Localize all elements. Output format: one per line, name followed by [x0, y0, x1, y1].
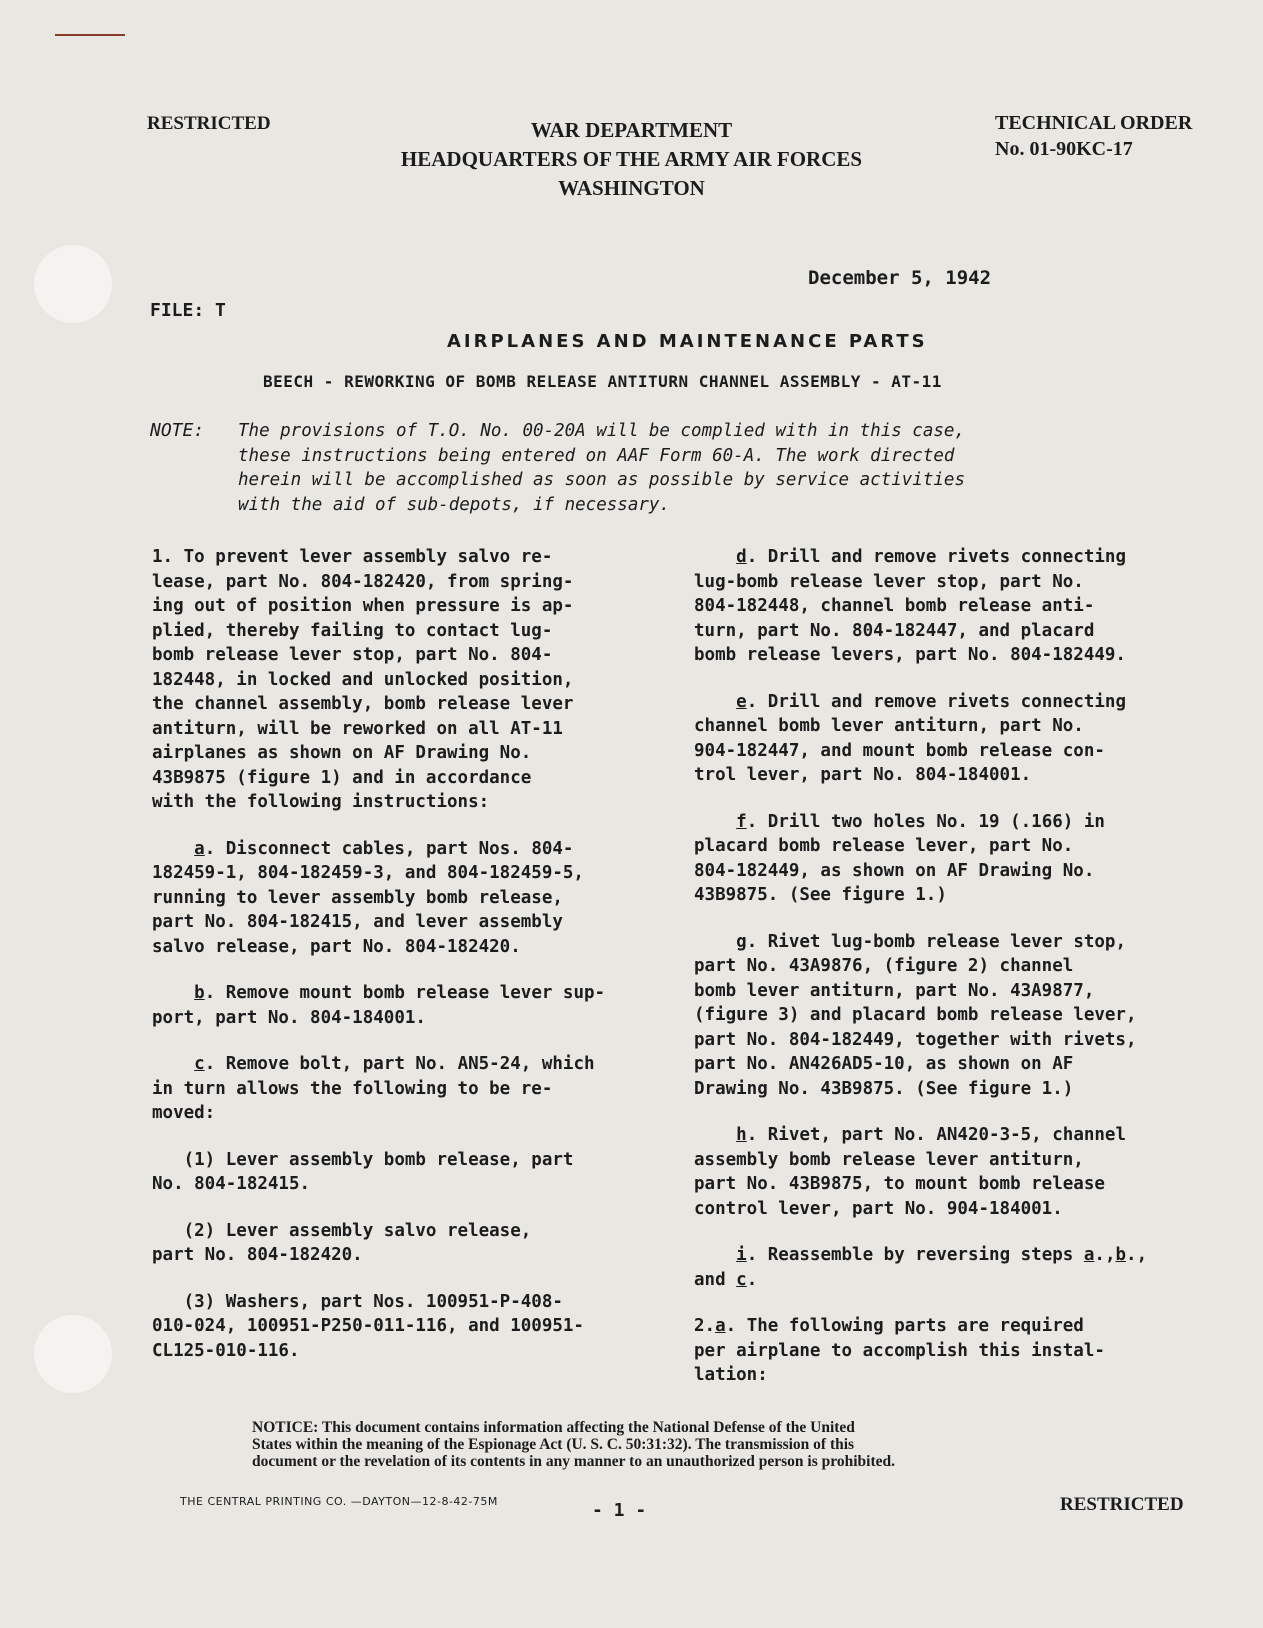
step-g-text: . Rivet lug-bomb release lever stop, part No. 43A9876, (figure 2) channel bomb lever antiturn, part No. 43A9877, (figure 3) and placard bomb release lever, part No. 804-182449, together with rivets, part No. AN426AD5-10, as shown on AF Drawing No. 43B9875. (See figure 1.) — [694, 931, 1137, 1099]
step-i-label: i — [736, 1245, 747, 1265]
technical-order-number: No. 01-90KC-17 — [995, 138, 1133, 160]
step-c-3: (3) Washers, part Nos. 100951-P-408- 010-024, 100951-P250-011-116, and 100951- CL125-010-116. — [152, 1291, 584, 1361]
step-f — [694, 810, 1184, 908]
step-c-label: c — [194, 1054, 205, 1074]
step-i-ref-c: c — [736, 1269, 747, 1290]
subject-heading: AIRPLANES AND MAINTENANCE PARTS — [447, 331, 928, 352]
step-e-label: e — [736, 691, 747, 712]
step-a-text: . Disconnect cables, part Nos. 804- 182459-1, 804-182459-3, and 804-182459-5, running to lever assembly bomb release, part No. 804-182415, and lever assembly salvo release, part No. 804-182420. — [152, 838, 584, 957]
step-b — [152, 981, 642, 1030]
department-title-1: WAR DEPARTMENT — [530, 118, 733, 142]
edge-mark — [55, 34, 125, 36]
paragraph-2-prefix: 2. — [694, 1316, 716, 1336]
department-title-3: WASHINGTON — [558, 176, 705, 200]
step-g-label: g — [736, 931, 747, 952]
note-label: NOTE: — [150, 420, 205, 441]
paragraph-2a-label: a — [715, 1316, 726, 1336]
step-e-text: . Drill and remove rivets connecting channel bomb lever antiturn, part No. 904-182447, and mount bomb release con- trol lever, part No. 804-184001. — [694, 691, 1126, 785]
technical-order-label: TECHNICAL ORDER — [995, 112, 1193, 134]
paragraph-2a — [694, 1314, 1184, 1388]
step-i — [694, 1243, 1184, 1292]
step-i-sep-2: ., and — [694, 1245, 1148, 1290]
document-date: December 5, 1942 — [808, 267, 992, 289]
restricted-top-label: RESTRICTED — [147, 113, 271, 134]
step-h-label: h — [736, 1125, 747, 1145]
note-text: The provisions of T.O. No. 00-20A will be complied with in this case, these instructions being entered on AAF Form 60-A. The work directed herein will be accomplished as soon as possible by service activities with the aid of sub-depots, if necessary. — [238, 421, 965, 515]
step-e — [694, 690, 1184, 788]
step-f-label: f — [736, 811, 747, 832]
espionage-notice: NOTICE: This document contains information affecting the National Defense of the United States within the meaning of the Espionage Act (U. S. C. 50:31:32). The transmission of this document or the revelation of its contents in any manner to an unauthorized person is prohibited. — [252, 1419, 896, 1470]
restricted-bottom-label: RESTRICTED — [1060, 1494, 1184, 1515]
step-i-sep-1: ., — [1094, 1245, 1116, 1265]
step-b-label: b — [194, 983, 205, 1003]
paragraph-1: 1. To prevent lever assembly salvo re- lease, part No. 804-182420, from spring- ing out of position when pressure is ap- plied, thereby failing to contact lug- bomb release lever stop, part No. 804- 182448, in locked and unlocked position, the channel assembly, bomb release lever antiturn, will be reworked on all AT-11 airplanes as shown on AF Drawing No. 43B9875 (figure 1) and in accordance with the following instructions: — [152, 547, 574, 812]
step-i-ref-b: b — [1115, 1245, 1127, 1265]
paragraph-2a-text: . The following parts are required per airplane to accomplish this instal- lation: — [694, 1316, 1105, 1385]
step-c-2: (2) Lever assembly salvo release, part No. 804-182420. — [152, 1220, 532, 1265]
step-d — [694, 545, 1184, 668]
printer-imprint: THE CENTRAL PRINTING CO. —DAYTON—12-8-42-75M — [180, 1495, 498, 1508]
step-i-end: . — [746, 1269, 758, 1290]
right-column — [694, 545, 1184, 1410]
step-h — [694, 1123, 1184, 1221]
left-column — [152, 545, 642, 1385]
step-b-text: . Remove mount bomb release lever sup- port, part No. 804-184001. — [152, 983, 606, 1028]
step-h-text: . Rivet, part No. AN420-3-5, channel assembly bomb release lever antiturn, part No. 43B9875, to mount bomb release control lever, part No. 904-184001. — [694, 1125, 1126, 1219]
department-title-2: HEADQUARTERS OF THE ARMY AIR FORCES — [400, 147, 863, 171]
punch-hole — [34, 1315, 112, 1393]
step-a-label: a — [194, 838, 205, 859]
step-c-text: . Remove bolt, part No. AN5-24, which in turn allows the following to be re- moved: — [152, 1054, 595, 1123]
step-i-ref-a: a — [1083, 1245, 1095, 1265]
punch-hole — [34, 245, 112, 323]
step-c-1: (1) Lever assembly bomb release, part No. 804-182415. — [152, 1149, 574, 1194]
subject-subtitle: BEECH - REWORKING OF BOMB RELEASE ANTITURN CHANNEL ASSEMBLY - AT-11 — [263, 372, 942, 391]
file-code: FILE: T — [150, 300, 226, 321]
step-i-text: . Reassemble by reversing steps — [746, 1245, 1084, 1265]
step-c — [152, 1052, 642, 1126]
page-number: - 1 - — [592, 1500, 647, 1521]
step-a — [152, 837, 642, 960]
step-d-label: d — [736, 547, 747, 567]
step-f-text: . Drill two holes No. 19 (.166) in placard bomb release lever, part No. 804-182449, as shown on AF Drawing No. 43B9875. (See figure 1.) — [694, 811, 1105, 905]
step-g — [694, 930, 1184, 1102]
step-d-text: . Drill and remove rivets connecting lug-bomb release lever stop, part No. 804-182448, channel bomb release anti- turn, part No. 804-182447, and placard bomb release levers, part No. 804-182449. — [694, 547, 1126, 665]
